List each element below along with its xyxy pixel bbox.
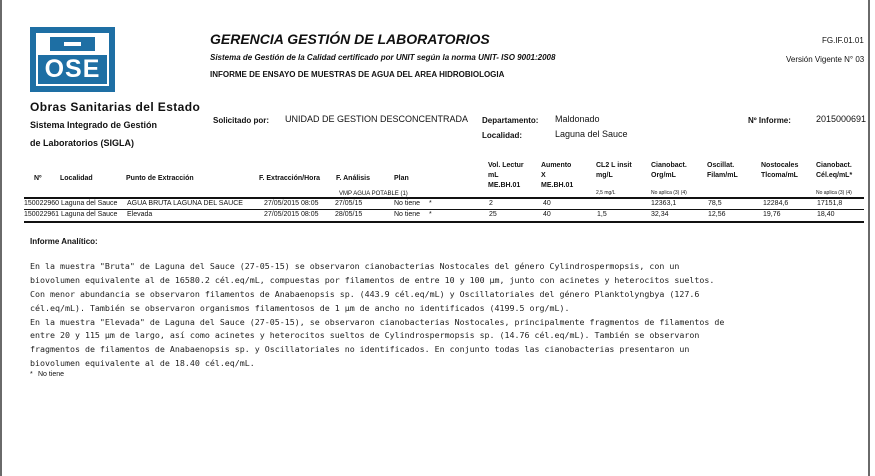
ose-logo [30,27,115,92]
col-header-nostocales: Nostocales Tlcoma/mL [761,162,799,179]
vmp-label: VMP AGUA POTABLE (1) [339,191,408,197]
table-bottom-divider [24,221,864,223]
col-header-oscillatoriales: Oscillat. Filam/mL [707,162,738,179]
col-header-cyanobacteria-cells: Cianobact. Cél.eq/mL* [816,162,853,179]
department-label: Departamento: [482,116,539,125]
col-header-extraction-point: Punto de Extracción [126,175,194,182]
vmp-cyanobacteria: No aplica (3) (4) [651,190,687,196]
col-header-cyanobacteria-org: Cianobact. Org/mL [651,162,687,179]
analysis-title: Informe Analítico: [30,237,98,246]
col-header-volume: Vol. Lectur mL ME.BH.01 [488,162,524,189]
col-header-analysis-date: F. Análisis [336,175,370,182]
col-header-num: Nº [34,175,42,182]
table-row-divider [24,209,864,210]
vmp-cyanobacteria-cells: No aplica (3) (4) [816,190,852,196]
system-name-line2: de Laboratorios (SIGLA) [30,138,135,148]
vmp-cl2: 2,5 mg/L [596,190,616,196]
document-code: FG.IF.01.01 [822,36,864,45]
locality-value: Laguna del Sauce [555,129,628,139]
col-header-locality: Localidad [60,175,93,182]
footnote-mark: * [30,371,33,378]
report-subtitle: INFORME DE ENSAYO DE MUESTRAS DE AGUA DEL AREA HIDROBIOLOGIA [210,70,505,79]
col-header-cl2: CL2 L insit mg/L [596,162,632,179]
locality-label: Localidad: [482,131,523,140]
logo-text: OSE [38,55,107,84]
footnote-text: No tiene [38,371,65,378]
quality-norm-text: Sistema de Gestión de la Calidad certificado por UNIT según la norma UNIT- ISO 9001:2008 [210,53,556,62]
system-name-line1: Sistema Integrado de Gestión [30,120,158,130]
window-right-edge [868,0,870,476]
col-header-plan: Plan [394,175,409,182]
requested-by-value: UNIDAD DE GESTION DESCONCENTRADA [285,114,469,124]
department-value: Maldonado [555,114,600,124]
window-left-edge [0,0,2,476]
document-version: Versión Vigente N° 03 [786,55,865,64]
col-header-extraction-date: F. Extracción/Hora [259,175,321,182]
organization-name: Obras Sanitarias del Estado [30,100,201,114]
report-number-value: 2015000691 [816,114,867,124]
report-number-label: Nº Informe: [748,116,791,125]
table-header-divider [24,197,864,199]
report-title: GERENCIA GESTIÓN DE LABORATORIOS [210,31,490,47]
requested-by-label: Solicitado por: [213,116,269,125]
col-header-magnification: Aumento X ME.BH.01 [541,162,574,189]
